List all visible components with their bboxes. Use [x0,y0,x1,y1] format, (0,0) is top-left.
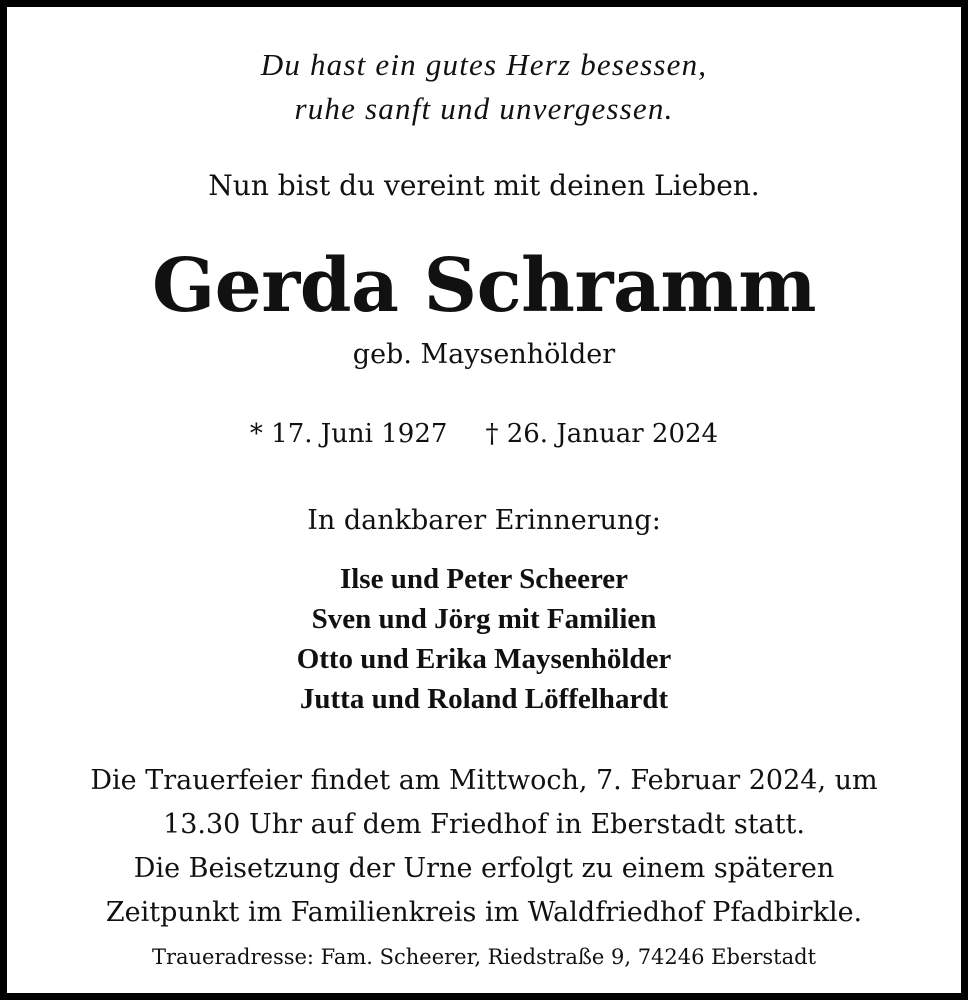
birth-date: * 17. Juni 1927 [249,419,448,449]
mourner-entry: Jutta und Roland Löffelhardt [299,683,669,715]
memory-heading: In dankbarer Erinnerung: [307,505,661,536]
ceremony-line: Die Trauerfeier findet am Mittwoch, 7. Februar 2024, um [90,765,878,796]
mourning-address: Traueradresse: Fam. Scheerer, Riedstraße 9, 74246 Eberstadt [151,945,817,969]
verse-line-2: ruhe sanft und unvergessen. [294,91,674,126]
birth-name: geb. Maysenhölder [352,339,616,370]
ceremony-details [7,759,961,935]
ceremony-line: Die Beisetzung der Urne erfolgt zu einem späteren [133,853,835,884]
ceremony-line: Zeitpunkt im Familienkreis im Waldfriedhof Pfadbirkle. [105,897,863,928]
mourner-entry: Otto und Erika Maysenhölder [296,643,672,675]
life-dates [7,419,961,449]
reunion-text: Nun bist du vereint mit deinen Lieben. [208,169,760,202]
deceased-name: Gerda Schramm [151,243,817,329]
ceremony-line: 13.30 Uhr auf dem Friedhof in Eberstadt statt. [163,809,805,840]
mourners-list [7,559,961,719]
death-date: † 26. Januar 2024 [485,419,719,449]
mourner-entry: Ilse und Peter Scheerer [339,563,629,595]
verse-line-1: Du hast ein gutes Herz besessen, [260,47,708,82]
mourner-entry: Sven und Jörg mit Familien [311,603,657,635]
